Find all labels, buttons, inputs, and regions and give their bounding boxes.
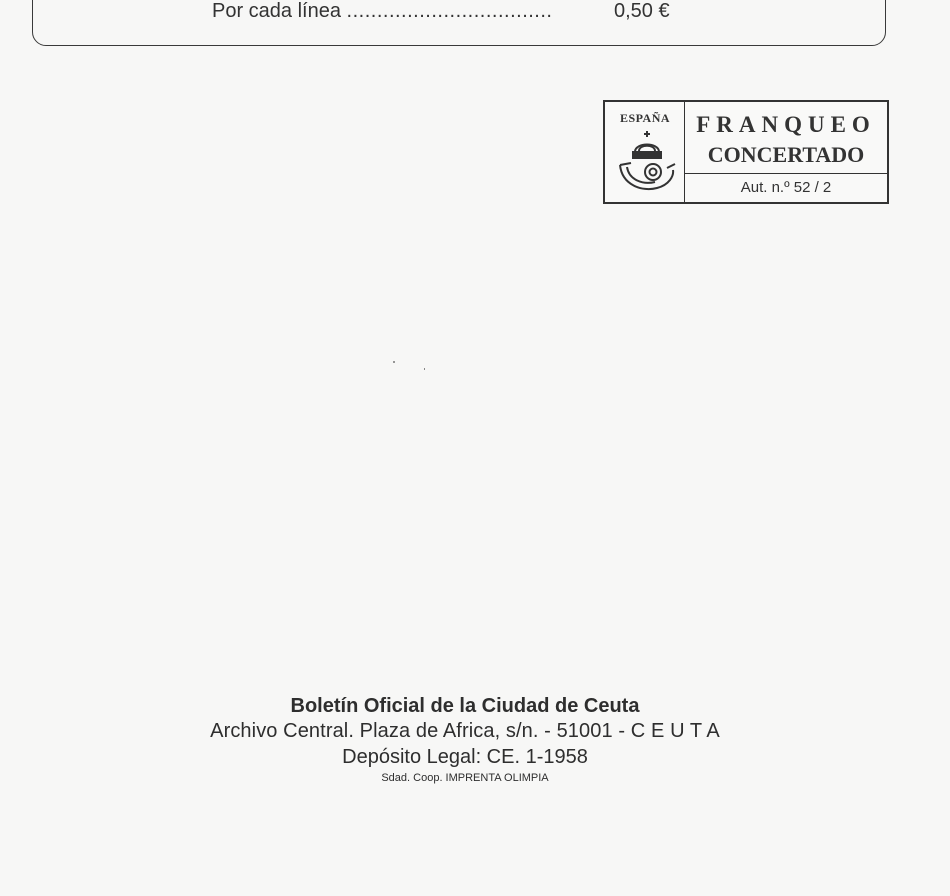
stamp-divider xyxy=(685,173,887,174)
printer-credit: Sdad. Coop. IMPRENTA OLIMPIA xyxy=(381,772,549,784)
amount-value: 0,50 xyxy=(614,0,653,22)
stamp-emblem-cell xyxy=(605,102,685,202)
colophon xyxy=(140,694,790,786)
stamp-title-line1: FRANQUEO xyxy=(696,112,876,137)
currency-symbol: € xyxy=(658,0,670,22)
archive-address: Archivo Central. Plaza de Africa, s/n. - 51001 - C E U T A xyxy=(210,720,720,742)
scan-speck xyxy=(393,361,395,363)
stamp-title-line2: CONCERTADO xyxy=(707,142,865,167)
stamp-authorization: Aut. n.º 52 / 2 xyxy=(740,179,832,196)
stamp-country: ESPAÑA xyxy=(619,111,671,125)
price-line-label: Por cada línea xyxy=(212,0,341,22)
postage-stamp xyxy=(603,100,889,204)
legal-deposit: Depósito Legal: CE. 1-1958 xyxy=(342,746,588,768)
price-amount xyxy=(614,0,670,23)
scan-speck xyxy=(424,368,425,370)
leader-dots: .................................. xyxy=(346,0,553,22)
publication-title: Boletín Oficial de la Ciudad de Ceuta xyxy=(290,695,640,717)
crown-posthorn-icon xyxy=(617,130,677,194)
price-line xyxy=(212,0,565,23)
